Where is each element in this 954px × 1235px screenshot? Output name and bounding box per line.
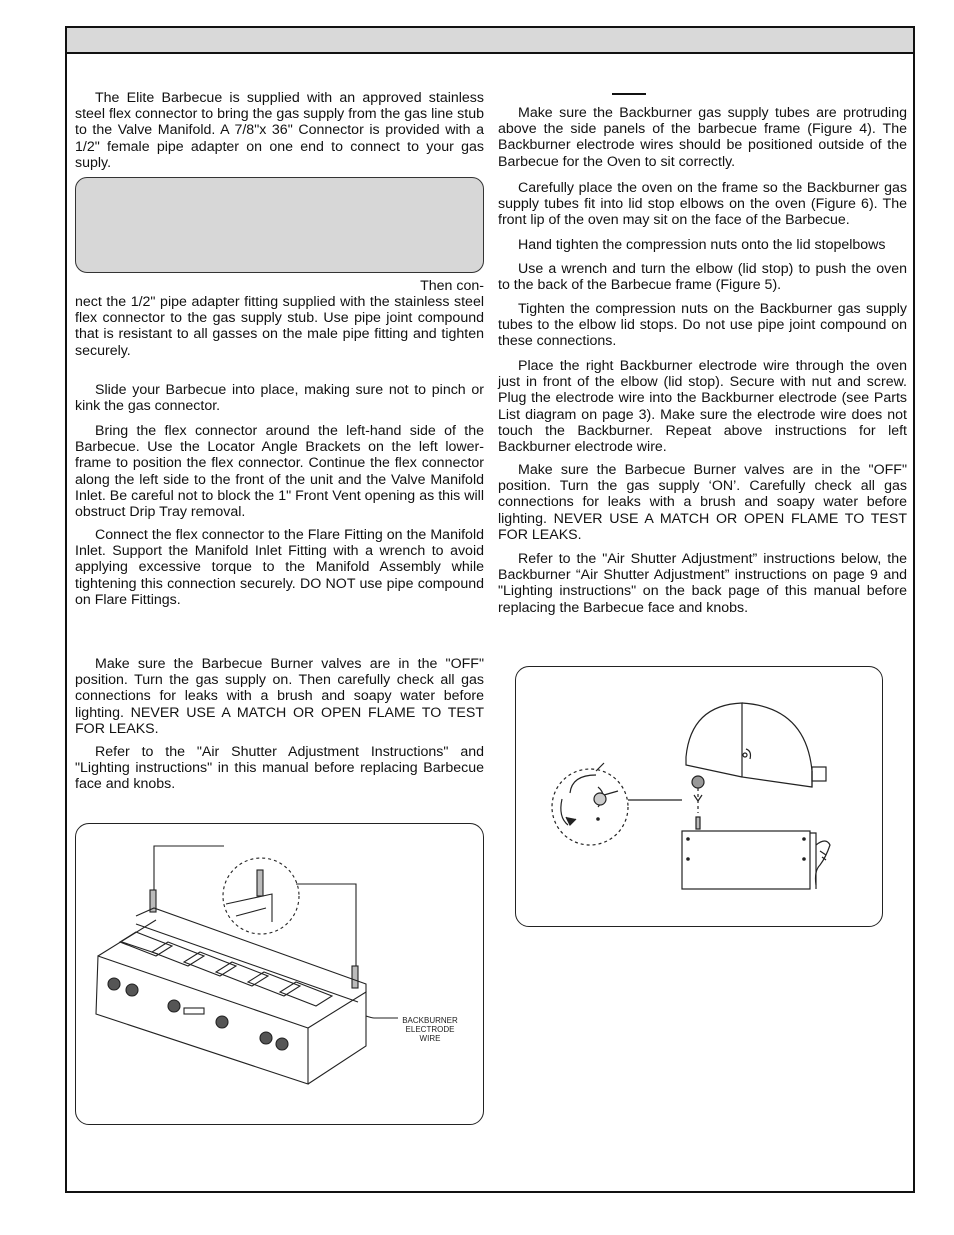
paragraph: The Elite Barbecue is supplied with an approved stainless steel flex connector to bring the gas supply from the gas line stub to the Valve Manifold. A 7/8"x 36" Connector is provided with a 1/2" female pipe adapter on one end to connect to your gas suply. <box>75 90 484 171</box>
electrode-callout-label: BACKBURNER ELECTRODE WIRE <box>402 1016 458 1043</box>
left-leak-check <box>75 656 484 737</box>
right-wrench <box>498 261 907 293</box>
oven-install-figure <box>515 666 883 927</box>
right-hand-tighten <box>498 237 907 253</box>
paragraph: Make sure the Barbecue Burner valves are in the "OFF" position. Turn the gas supply ‘ON’. Carefully check all gas connections for leaks with a brush and soapy water before lighting. NEVER USE A MATCH OR OPEN FLAME TO TEST FOR LEAKS. <box>498 462 907 543</box>
right-refer <box>498 551 907 616</box>
paragraph: Hand tighten the compression nuts onto the lid stopelbows <box>518 237 886 253</box>
left-flex <box>75 423 484 520</box>
left-slide <box>75 382 484 414</box>
paragraph: Bring the flex connector around the left-hand side of the Barbecue. Use the Locator Angle Brackets on the left lower-frame to position the flex connector. Continue the flex connector along the left side to the front of the unit and the Valve Manifold Inlet. Be careful not to block the 1" Front Vent opening as this will obstruct Drip Tray removal. <box>75 423 484 521</box>
barbecue-figure <box>75 823 484 1125</box>
paragraph: Slide your Barbecue into place, making sure not to pinch or kink the gas connector. <box>75 382 484 415</box>
right-tubes <box>498 105 907 170</box>
left-intro <box>75 90 484 171</box>
paragraph: Connect the flex connector to the Flare Fitting on the Manifold Inlet. Support the Manifold Inlet Fitting with a wrench to avoid applying excessive torque to the Manifold Assembly while tightening this connection securely. DO NOT use pipe compound on Flare Fittings. <box>75 527 484 608</box>
paragraph: Make sure the Backburner gas supply tubes are protruding above the side panels of the barbecue frame (Figure 4). The Backburner electrode wires should be positioned outside of the Barbecue for the Oven to sit correctly. <box>498 105 907 170</box>
paragraph: Place the right Backburner electrode wire through the oven just in front of the elbow (lid stop). Secure with nut and screw. Plug the electrode wire into the Backburner electrode (see Parts List diagram on page 3). Make sure the electrode wire does not touch the Backburner. Repeat above instructions for left Backburner electrode wire. <box>498 358 907 456</box>
paragraph: Carefully place the oven on the frame so the Backburner gas supply tubes fit into lid stop elbows on the oven (Figure 6). The front lip of the oven may sit on the face of the Barbecue. <box>498 180 907 229</box>
right-place-oven <box>498 180 907 229</box>
barbecue-diagram <box>76 824 485 1126</box>
right-electrode <box>498 358 907 455</box>
right-leak-check <box>498 462 907 543</box>
heading-underline <box>612 93 646 95</box>
paragraph: nect the 1/2" pipe adapter fitting supplied with the stainless steel flex connector to the gas supply stub. Use pipe joint compound that is resistant to all gasses on the male pipe fitting and tighten securely. <box>75 294 484 359</box>
paragraph: Tighten the compression nuts on the Backburner gas supply tubes to the elbow lid stops. Do not use pipe joint compound on these connections. <box>498 301 907 350</box>
note-box <box>75 177 484 273</box>
paragraph: Make sure the Barbecue Burner valves are in the "OFF" position. Turn the gas supply on. Then carefully check all gas connections for leaks with a brush and soapy water before lighting. NEVER USE A MATCH OR OPEN FLAME TO TEST FOR LEAKS. <box>75 656 484 737</box>
left-connect <box>75 294 484 359</box>
left-flare <box>75 527 484 608</box>
paragraph: Refer to the "Air Shutter Adjustment Instructions" and "Lighting instructions" in this manual before replacing Barbecue face and knobs. <box>75 744 484 793</box>
paragraph: Use a wrench and turn the elbow (lid stop) to push the oven to the back of the Barbecue frame (Figure 5). <box>498 261 907 294</box>
paragraph: Refer to the "Air Shutter Adjustment” instructions below, the Backburner “Air Shutter Adjustment” instructions on page 9 and "Lighting instructions" on the back page of this manual before replacing the Barbecue face and knobs. <box>498 551 907 616</box>
paragraph-lead: Then con- <box>420 278 484 294</box>
oven-install-diagram <box>516 667 884 928</box>
left-refer <box>75 744 484 793</box>
right-compression <box>498 301 907 350</box>
section-header-bar <box>67 28 913 54</box>
